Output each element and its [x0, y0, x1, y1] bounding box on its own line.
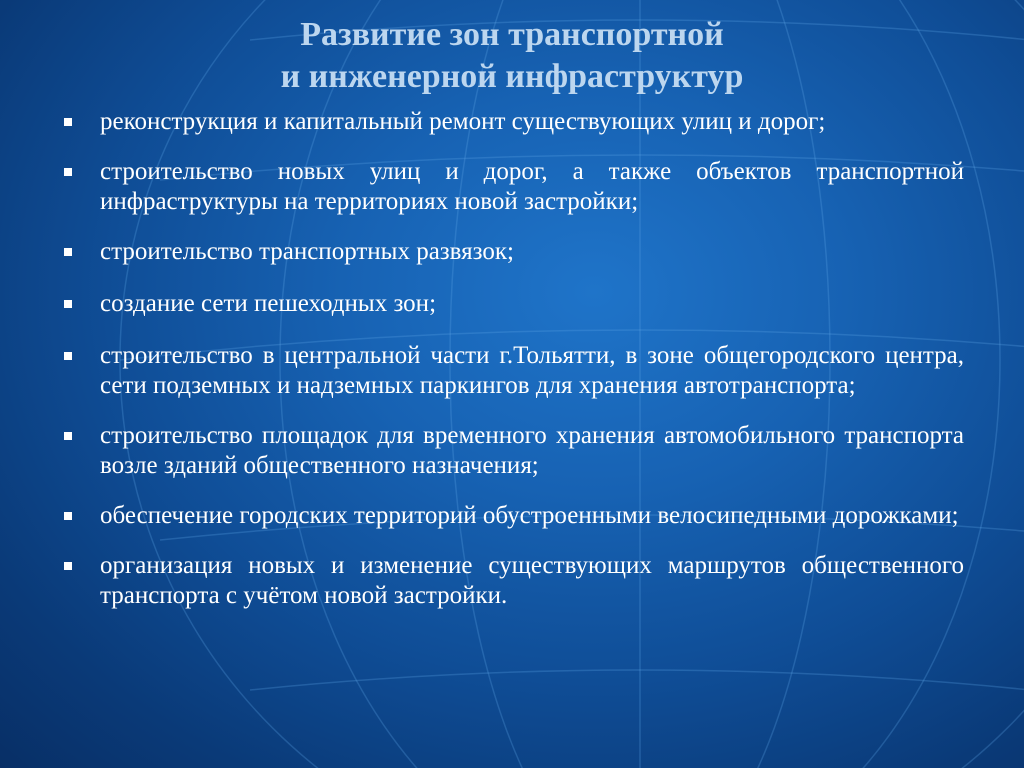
title-line-1: Развитие зон транспортной [300, 16, 724, 53]
list-item [60, 421, 964, 481]
bullet-list [60, 107, 964, 631]
list-item [60, 237, 964, 267]
square-bullet-icon [64, 512, 72, 520]
list-item [60, 551, 964, 611]
list-item-text: создание сети пешеходных зон; [100, 290, 437, 317]
square-bullet-icon [64, 352, 72, 360]
page-title [0, 14, 1024, 98]
list-item-text: обеспечение городских территорий обустроенными велосипедными дорожками; [100, 502, 959, 529]
square-bullet-icon [64, 562, 72, 570]
list-item-text: строительство новых улиц и дорог, а также объектов транспортной инфраструктуры на территориях новой застройки; [100, 158, 964, 215]
list-item-text: строительство площадок для временного хранения автомобильного транспорта возле зданий общественного назначения; [100, 422, 964, 479]
list-item [60, 157, 964, 217]
title-line-2: и инженерной инфраструктур [280, 58, 744, 95]
list-item-text: строительство транспортных развязок; [100, 238, 514, 265]
list-item [60, 501, 964, 531]
list-item [60, 107, 964, 137]
list-item-text: организация новых и изменение существующих маршрутов общественного транспорта с учётом новой застройки. [100, 552, 964, 609]
square-bullet-icon [64, 432, 72, 440]
square-bullet-icon [64, 168, 72, 176]
list-item-text: строительство в центральной части г.Тольятти, в зоне общегородского центра, сети подземных и надземных паркингов для хранения автотранспорта; [100, 342, 964, 399]
square-bullet-icon [64, 248, 72, 256]
list-item-text: реконструкция и капитальный ремонт существующих улиц и дорог; [100, 108, 826, 135]
list-item [60, 341, 964, 401]
list-item [60, 289, 964, 319]
square-bullet-icon [64, 300, 72, 308]
square-bullet-icon [64, 118, 72, 126]
